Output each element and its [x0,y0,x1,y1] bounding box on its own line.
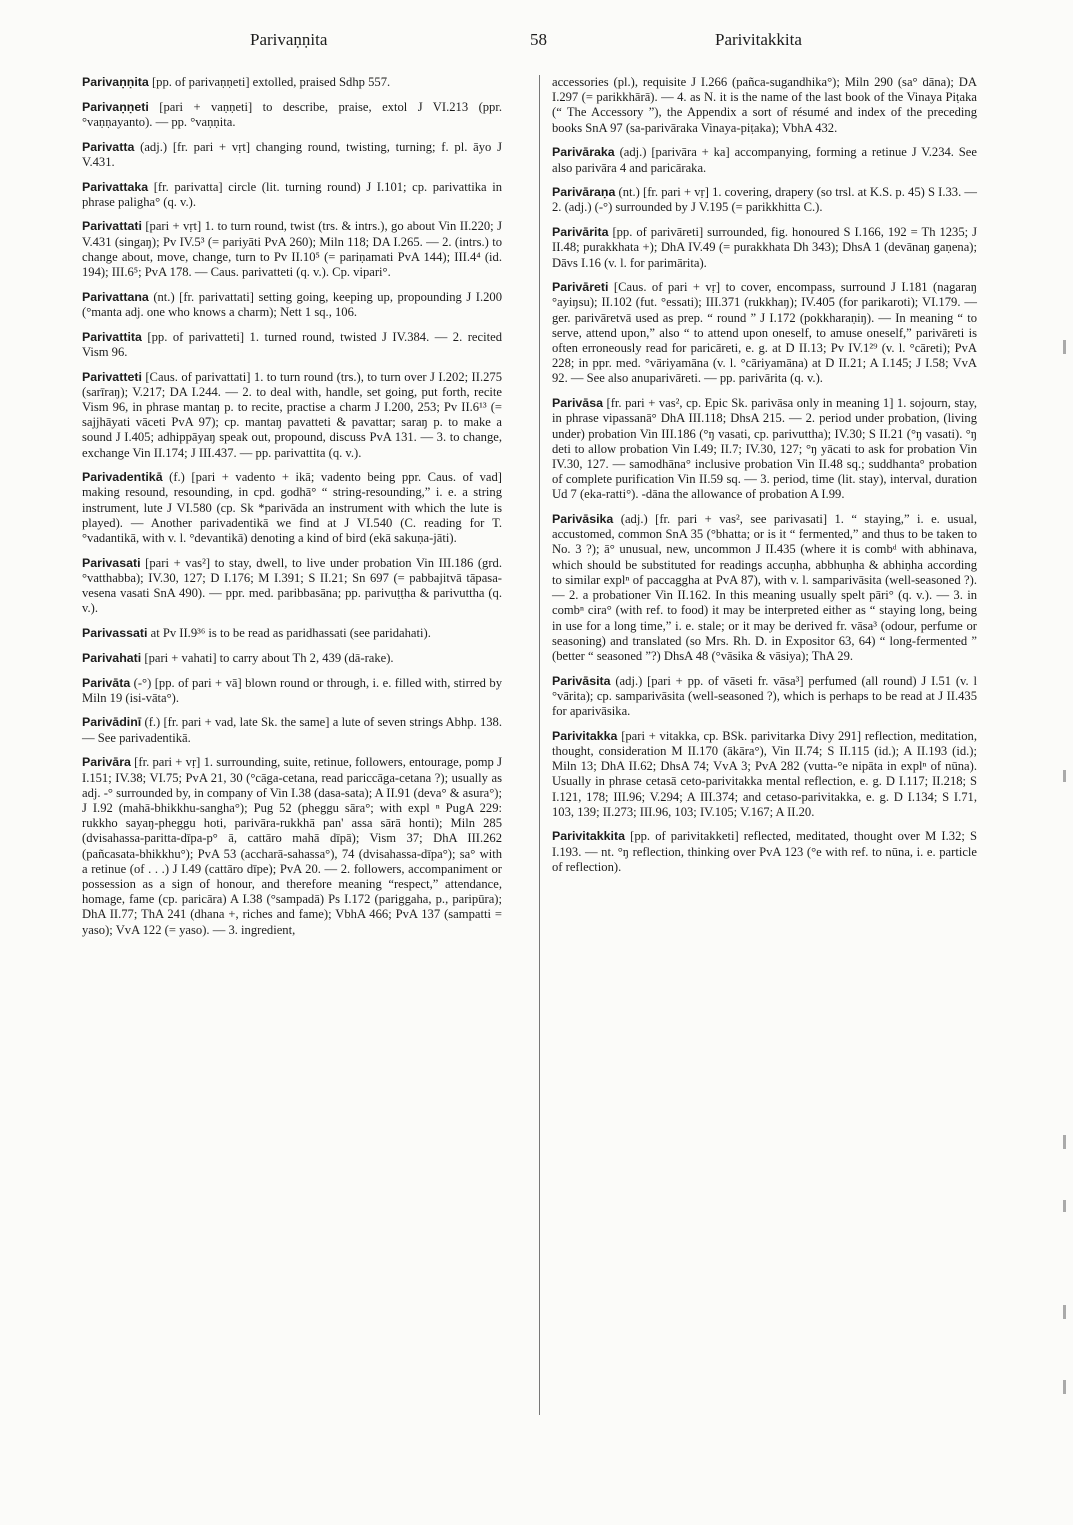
entry-headword: Parivāraka [552,145,615,160]
entry-definition: [pari + vas²] to stay, dwell, to live under probation Vin III.186 (grd. °vatthabba); IV.30, 127; D I.176; M I.391; S II.21; Sn 697 (= pabbajitvā tāpasa-vesena vasati SnA 490). — ppr. med. paribbasāna; pp. parivuṭṭha & parivuttha (q. v.). [82,555,502,616]
entry-headword: Parivāraṇa [552,185,616,200]
dictionary-entry [552,185,977,215]
entry-headword: Parivadentikā [82,470,163,485]
dictionary-entry [82,140,502,170]
dictionary-entry [82,330,502,360]
dictionary-entry [82,180,502,210]
entry-definition: (nt.) [fr. parivattati] setting going, keeping up, propounding J I.200 (°manta adj. one who knows a charm); Nett 1 sq., 106. [82,289,502,319]
left-column [82,75,502,947]
entry-headword: Parivattaka [82,179,149,194]
dictionary-entry [82,470,502,546]
entry-headword: Parivaṇṇeti [82,99,149,114]
entry-headword: Parivāsika [552,512,614,527]
dictionary-entry [552,729,977,820]
entry-headword: Parivattati [82,219,142,234]
column-divider [539,75,540,1415]
dictionary-entry [82,75,502,90]
entry-headword: Parivattana [82,289,149,304]
dictionary-entry [552,396,977,502]
dictionary-entry [552,512,977,664]
entry-headword: Parivāta [82,675,131,690]
entry-headword: Parivitakkita [552,829,626,844]
dictionary-entry [82,370,502,461]
header-right-word: Parivitakkita [715,30,802,49]
entry-headword: Parivattita [82,329,142,344]
entry-definition: [Caus. of pari + vṛ] to cover, encompass, surround J I.181 (nagaraŋ °ayiŋsu); II.102 (fut. °essati); III.371 (rukkhaŋ); IV.405 (for parikaroti); VI.179. — ger. parivāretvā used as prep. “ round ” J I.172 (pokkharaṇiŋ). — In meaning “ to serve, attend upon,” also “ to attend upon oneself, to amuse oneself,” parivāreti is often erroneously read for paricāreti, e. g. at D II.13; Pv IV.1²⁹ (v. l. °cāreti); PvA 228; in ppr. med. °vāriyamāna (v. l. °cāriyamāna) at D II.21; A I.145; J I.58; VvA 92. — See also anuparivāreti. — pp. parivārita (q. v.). [552,280,977,386]
dictionary-entry [552,75,977,136]
dictionary-entry [552,280,977,386]
entry-definition: [Caus. of parivattati] 1. to turn round (trs.), to turn over J I.202; II.275 (sarīraŋ); V.217; DA I.244. — 2. to deal with, handle, set going, put forth, recite Vism 96, in phrase mantaŋ p. to recite, practise a charm J I.200, 253; Pv II.6¹³ (= sajjhāyati vāceti PvA 97); cp. mantaŋ pavatteti & pavattar; saraŋ p. to make a sound J I.405; adhippāyaŋ speak out, propound, discuss PvA 131. — 3. to change, exchange Vin II.174; J III.437. — pp. parivattita (q. v.). [82,369,502,460]
entry-definition: [pari + vaṇṇeti] to describe, praise, extol J VI.213 (ppr. °vaṇṇayanto). — pp. °vaṇṇita. [82,99,502,129]
entry-headword: Parivahati [82,650,142,665]
entry-definition: at Pv II.9³⁶ is to be read as paridhassati (see paridahati). [147,626,431,641]
dictionary-entry [82,715,502,745]
entry-definition: [fr. parivatta] circle (lit. turning round) J I.101; cp. parivattika in phrase paligha° (q. v.). [82,179,502,209]
entry-definition: [fr. pari + vṛ] 1. surrounding, suite, retinue, followers, entourage, pomp J I.151; IV.38; VI.75; PvA 21, 30 (°cāga-cetana, read pariccāga-cetana ?); usually as adj. -° surrounded by, in company of Vin I.38 (dasa-sata); A II.91 (deva° & asura°); J I.92 (mahā-bhikkhu-sangha°); Pug 52 (pheggu sāra°; with expl ⁿ PugA 229: rukkho sayaŋ-pheggu hoti, parivāra-rukkhā pan' assa sārā honti); Miln 285 (dvisahassa-paritta-dīpa-p° ā, cattāro mahā dīpā); Vism 37; DhA III.262 (pañcasata-bhikkhu°); PvA 53 (accharā-sahassa°), 74 (dvisahassa-dīpa°); sa° with a retinue (of . . .) J I.49 (cattāro dīpe); PvA 20. — 2. followers, accompaniment or possession as a sign of honour, and therefore meaning “respect,” attendance, homage, fame (cp. paricāra) A I.38 (°sampadā) Ps I.172 (pariggaha, p., paripūra); DhA II.77; ThA 241 (dhana +, riches and fame); VbhA 466; PvA 137 (sampatti = yaso); VvA 122 (= yaso). — 3. ingredient, [82,755,502,937]
entry-definition: (adj.) [parivāra + ka] accompanying, forming a retinue J V.234. See also parivāra 4 and paricāraka. [552,145,977,175]
header-left-word: Parivaṇṇita [250,30,328,49]
dictionary-entry [82,651,502,666]
entry-headword: Parivassati [82,626,148,641]
entry-headword: Parivatta [82,139,135,154]
entry-definition: (f.) [pari + vadento + ikā; vadento being ppr. Caus. of vad] making resound, resounding, in cpd. godhā° “ string-resounding,” i. e. a string instrument, lute J VI.580 (cp. Sk *parivāda an instrument with which the lute is played). — Another parivadentikā we find at J VI.540 (C. reading for T. °vadantikā, with v. l. °devantikā) denoting a kind of bird (ekā sakuṇa-jāti). [82,470,502,546]
entry-definition: [pari + vitakka, cp. BSk. parivitarka Divy 291] reflection, meditation, thought, consideration M II.170 (ākāra°), Vin II.74; S II.115 (id.); A II.193 (id.); Miln 13; DhA II.62; DhsA 74; VvA 3; PvA 282 (vutta-°e nipāta in explⁿ of nūna). Usually in phrase cetasā ceto-parivitakka mental reflection, e. g. D I.117; II.218; S I.121, 178; III.96; V.294; A III.374; and cetaso-parivitakka, e. g. D I.134; S I.71, 103, 139; II.273; III.96, 103; IV.105; V.167; A II.20. [552,728,977,819]
page-number: 58 [530,30,547,49]
entry-headword: Parivāsa [552,396,603,411]
entry-headword: Parivitakka [552,728,618,743]
entry-definition: [pp. of parivitakketi] reflected, meditated, thought over M I.32; S I.193. — nt. °ŋ reflection, thinking over PvA 123 (°e with ref. to nūna, i. e. particle of reflection). [552,829,977,874]
dictionary-entry [552,829,977,875]
entry-definition: [pp. of parivatteti] 1. turned round, twisted J IV.384. — 2. recited Vism 96. [82,329,502,359]
dictionary-entry [82,100,502,130]
entry-definition: [pari + vṛt] 1. to turn round, twist (trs. & intrs.), go about Vin II.220; J V.431 (singaŋ); Pv IV.5³ (= pariyāti PvA 260); Miln 118; DA I.265. — 2. (intrs.) to change about, move, change, turn to Pv II.10⁵ (= pariṇamati PvA 144); III.4⁴ (id. 194); III.6⁵; PvA 178. — Caus. parivatteti (q. v.). Cp. vipari°. [82,219,502,280]
page-edge-marks [1063,0,1073,1525]
dictionary-entry [552,674,977,720]
entry-definition: [fr. pari + vas², cp. Epic Sk. parivāsa only in meaning 1] 1. sojourn, stay, in phrase vipassanā° DhA III.118; DhsA 215. — 2. period under probation, (living under) probation Vin III.186 (°ŋ vasati, cp. parivuttha); IV.30; S II.21 (°ŋ vasati). °ŋ deti to allow probation Vin I.49; II.7; IV.30, 127; °ŋ yācati to ask for probation Vin IV.30, 127. — samodhāna° inclusive probation Vin II.48 sq.; suddhanta° probation of complete purification Vin II.59 sq. — 3. period, time (lit. stay), interval, duration Ud 7 (eka-ratti°). -dāna the allowance of probation A I.99. [552,396,977,502]
entry-definition: accessories (pl.), requisite J I.266 (pañca-sugandhika°); Miln 290 (sa° dāna); DA I.297 (= parikkhārā). — 4. as N. it is the name of the last book of the Vinaya Piṭaka (“ The Accessory ”), the Appendix a sort of résumé and index of the preceding books SnA 97 (sa-parivāraka Vinaya-piṭaka); VbhA 432. [552,75,977,135]
entry-definition: (-°) [pp. of pari + vā] blown round or through, i. e. filled with, stirred by Miln 19 (isi-vāta°). [82,675,502,705]
dictionary-entry [82,626,502,641]
dictionary-entry [552,145,977,175]
dictionary-entry [82,556,502,617]
entry-definition: (f.) [fr. pari + vad, late Sk. the same] a lute of seven strings Abhp. 138. — See parivadentikā. [82,715,502,745]
dictionary-entry [82,219,502,280]
entry-headword: Parivārita [552,225,609,240]
entry-headword: Parivādinī [82,715,142,730]
dictionary-entry [82,755,502,937]
entry-headword: Parivāsita [552,673,611,688]
entry-headword: Parivatteti [82,369,142,384]
entry-definition: (adj.) [fr. pari + vas², see parivasati] 1. “ staying,” i. e. usual, accustomed, common SnA 35 (°bhatta; or is it “ fermented,” and thus to be taken to No. 3 ?); ā° unusual, new, uncommon J II.435 (where it is combᵈ with abhinava, which should be substituted for readings accuṇha, abbhuṇha & abhiṇha according to similar explⁿ of paccaggha at PvA 87), with v. l. samparivāsita (well-seasoned ?). — 2. a probationer Vin II.162. In this meaning usually spelt pāri° (q. v.). — 3. in combⁿ cira° (with ref. to food) it may be interpreted either as “ staying long, being in use for a long time,” i. e. stale; or it may be derived fr. vāsa³ (odour, perfume or seasoning) and translated (so Mrs. Rh. D. in Expositor 63, 64) “ long-fermented ” (better “ seasoned ”?) DhsA 48 (°vāsika & vāsiya); ThA 29. [552,512,977,663]
entry-headword: Parivāra [82,755,131,770]
dictionary-entry [552,225,977,271]
entry-headword: Parivāreti [552,280,609,295]
entry-headword: Parivaṇṇita [82,75,149,89]
dictionary-entry [82,290,502,320]
entry-headword: Parivasati [82,555,141,570]
entry-definition: [pp. of parivaṇṇeti] extolled, praised Sdhp 557. [148,75,391,89]
entry-definition: (adj.) [pari + pp. of vāseti fr. vāsa³] perfumed (all round) J I.51 (v. l °vārita); cp. samparivāsita (well-seasoned ?), which is perhaps to be read at J II.435 for aparivāsika. [552,673,977,719]
right-column [552,75,977,885]
entry-definition: (nt.) [fr. pari + vṛ] 1. covering, drapery (so trsl. at K.S. p. 45) S I.33. — 2. (adj.) (-°) surrounded by J V.195 (= parikkhitta C.). [552,185,977,215]
dictionary-entry [82,676,502,706]
entry-definition: [pari + vahati] to carry about Th 2, 439 (dā-rake). [141,650,394,665]
entry-definition: [pp. of parivāreti] surrounded, fig. honoured S I.166, 192 = Th 1235; J II.48; purakkhata +); DhA IV.49 (= purakkhata Dh 343); DhsA 1 (devānaŋ gaṇena); Dāvs I.16 (v. l. for parimārita). [552,225,977,270]
running-header [80,30,840,60]
entry-definition: (adj.) [fr. pari + vṛt] changing round, twisting, turning; f. pl. āyo J V.431. [82,139,502,169]
